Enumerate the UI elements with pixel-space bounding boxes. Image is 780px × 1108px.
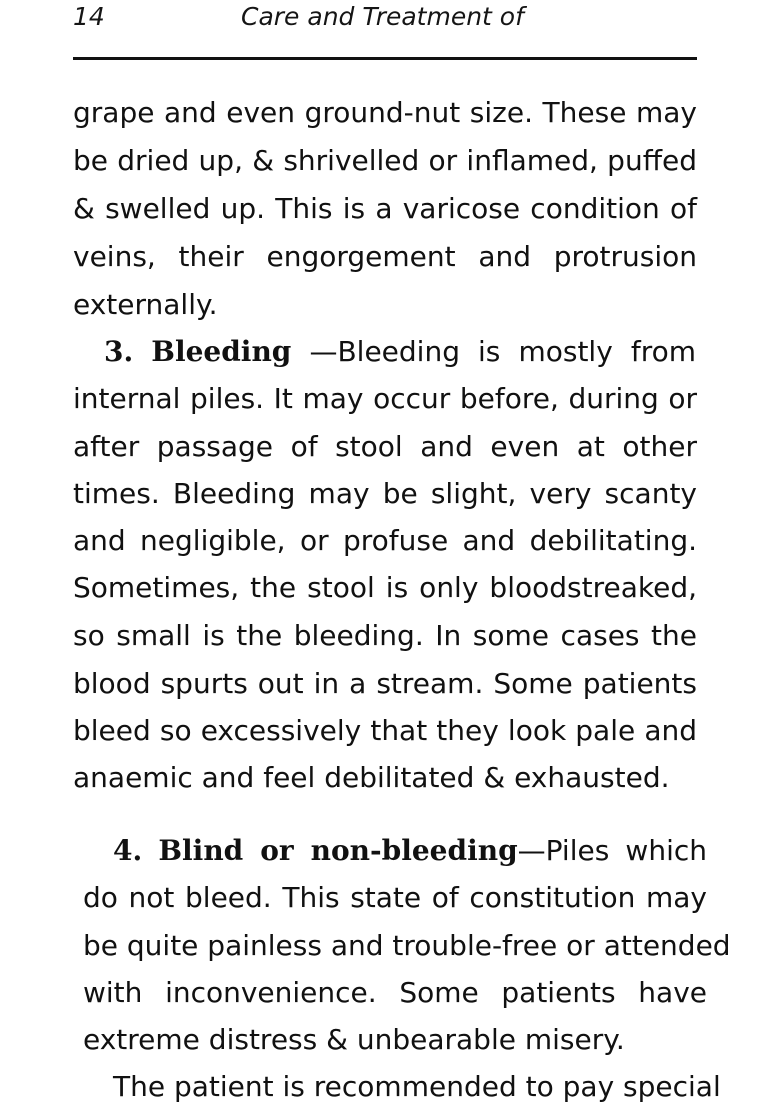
section3-line-4: and negligible, or profuse and debilitating. (73, 524, 697, 557)
section3-line-6: so small is the bleeding. In some cases the (73, 619, 697, 652)
running-title: Care and Treatment of (241, 2, 524, 31)
section4-first-line (113, 834, 707, 868)
section3-heading: Bleeding (151, 335, 292, 368)
para1-line-5: externally. (73, 288, 218, 321)
section4-number: 4. (113, 834, 143, 867)
section4-line-4: extreme distress & unbearable misery. (83, 1023, 625, 1056)
para1-line-1: grape and even ground-nut size. These may (73, 96, 697, 129)
section4-line-3: with inconvenience. Some patients have (83, 976, 707, 1009)
section3-line-7: blood spurts out in a stream. Some patients (73, 667, 697, 700)
section4-lead-text: —Piles which (517, 834, 707, 867)
para1-line-3: & swelled up. This is a varicose condition of (73, 192, 697, 225)
section4-heading: Blind or non-bleeding (158, 834, 518, 867)
para-last-line-1: The patient is recommended to pay special (113, 1070, 721, 1103)
para1-line-4: veins, their engorgement and protrusion (73, 240, 697, 273)
section3-line-9: anaemic and feel debilitated & exhausted. (73, 761, 670, 794)
section3-line-8: bleed so excessively that they look pale and (73, 714, 697, 747)
page-number: 14 (73, 2, 105, 31)
page-header (0, 0, 780, 70)
para1-line-2: be dried up, & shrivelled or inflamed, puffed (73, 144, 697, 177)
section3-number: 3. (104, 335, 134, 368)
section3-lead-text: —Bleeding is mostly from (291, 335, 696, 368)
section4-line-1: do not bleed. This state of constitution may (83, 881, 707, 914)
section3-first-line (104, 335, 696, 369)
section4-line-2: be quite painless and trouble-free or attended (83, 929, 731, 962)
section3-line-1: internal piles. It may occur before, during or (73, 382, 697, 415)
section3-line-2: after passage of stool and even at other (73, 430, 697, 463)
header-rule (73, 57, 697, 60)
section3-line-5: Sometimes, the stool is only bloodstreaked, (73, 571, 697, 604)
section3-line-3: times. Bleeding may be slight, very scanty (73, 477, 697, 510)
